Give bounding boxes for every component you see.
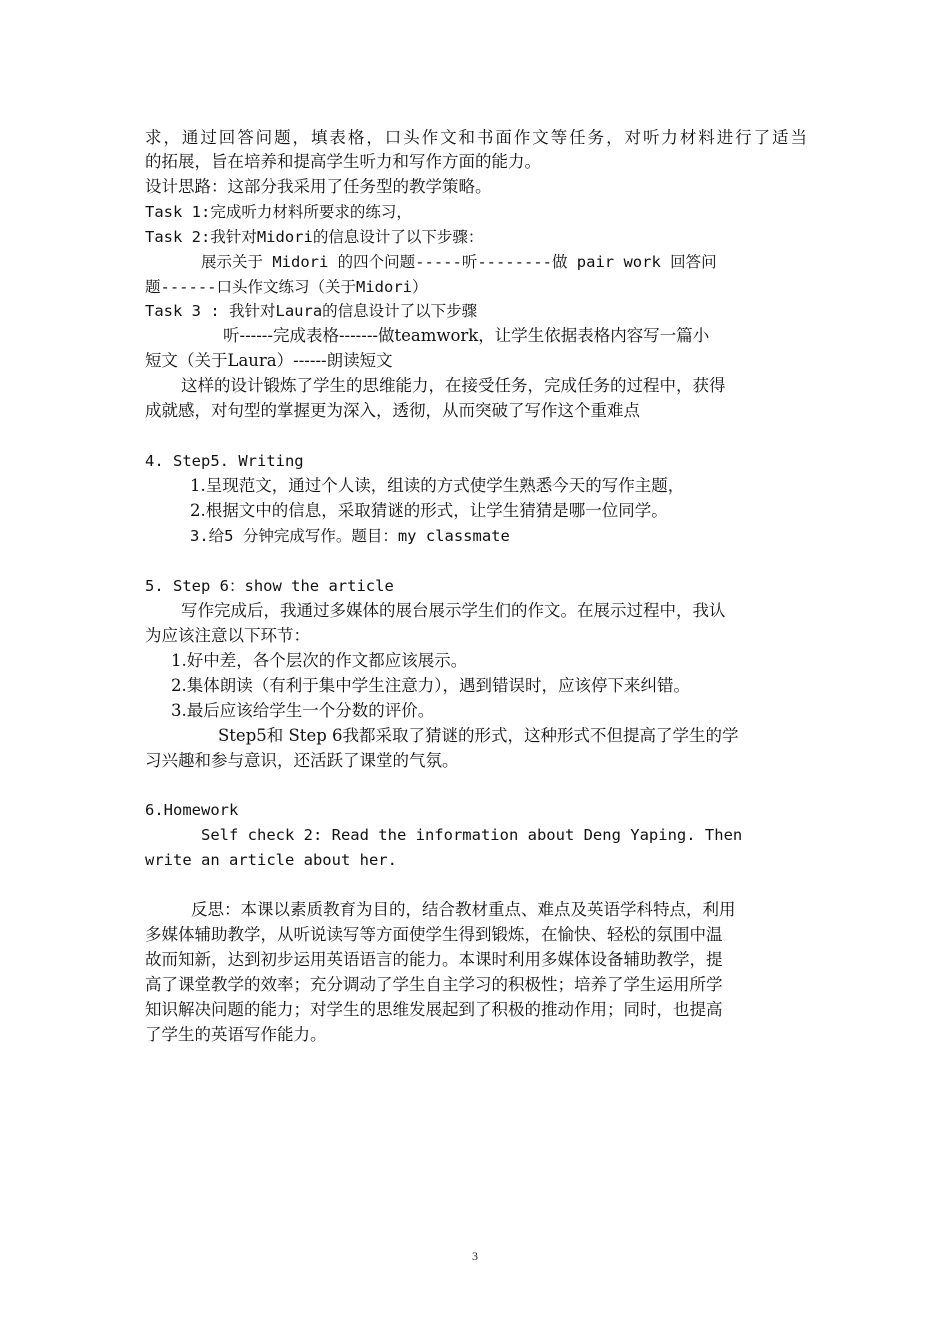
reflection-line-1: 反思：本课以素质教育为目的，结合教材重点、难点及英语学科特点，利用 (191, 900, 736, 919)
homework-line-1: Self check 2: Read the information about Deng Yaping. Then (201, 826, 743, 844)
step6-item-2: 2.集体朗读（有利于集中学生注意力），遇到错误时，应该停下来纠错。 (171, 676, 690, 695)
reflection-line-5: 知识解决问题的能力；对学生的思维发展起到了积极的推动作用；同时，也提高 (145, 1000, 723, 1019)
intro-line-2: 的拓展，旨在培养和提高学生听力和写作方面的能力。 (145, 152, 541, 171)
homework-heading: 6.Homework (145, 801, 239, 819)
summary-line-2: 成就感，对句型的掌握更为深入，透彻，从而突破了写作这个重难点 (145, 401, 640, 420)
task-2-steps-line-1: 展示关于 Midori 的四个问题-----听--------做 pair work 回答问 (201, 253, 717, 271)
step6-para-line-2: 为应该注意以下环节： (145, 626, 310, 645)
design-idea-line: 设计思路：这部分我采用了任务型的教学策略。 (145, 177, 492, 196)
step5-item-2: 2.根据文中的信息，采取猜谜的形式，让学生猜猜是哪一位同学。 (190, 501, 668, 520)
step6-note-line-1: Step5和 Step 6我都采取了猜谜的形式，这种形式不但提高了学生的学 (218, 726, 739, 745)
reflection-line-6: 了学生的英语写作能力。 (145, 1025, 327, 1044)
task-2-steps-line-2: 题------口头作文练习（关于Midori） (145, 278, 428, 296)
task-1-line: Task 1:完成听力材料所要求的练习， (145, 203, 412, 221)
summary-line-1: 这样的设计锻炼了学生的思维能力，在接受任务，完成任务的过程中，获得 (181, 376, 726, 395)
intro-line-1 (145, 126, 807, 150)
step6-item-1: 1.好中差，各个层次的作文都应该展示。 (171, 651, 468, 670)
step5-item-3: 3.给5 分钟完成写作。题目：my classmate (190, 527, 510, 545)
task-3-steps-line-2: 短文（关于Laura）------朗读短文 (145, 351, 393, 370)
homework-line-2: write an article about her. (145, 851, 397, 869)
step5-item-1: 1.呈现范文，通过个人读，组读的方式使学生熟悉今天的写作主题， (190, 476, 685, 495)
step6-item-3: 3.最后应该给学生一个分数的评价。 (171, 701, 435, 720)
task-3-line: Task 3 : 我针对Laura的信息设计了以下步骤 (145, 302, 478, 320)
task-2-line: Task 2:我针对Midori的信息设计了以下步骤： (145, 228, 484, 246)
page-number: 3 (472, 1249, 478, 1263)
reflection-line-3: 故而知新，达到初步运用英语语言的能力。本课时利用多媒体设备辅助教学，提 (145, 950, 723, 969)
step5-heading: 4. Step5. Writing (145, 452, 304, 470)
reflection-line-2: 多媒体辅助教学，从听说读写等方面使学生得到锻炼，在愉快、轻松的氛围中温 (145, 925, 723, 944)
task-3-steps-line-1: 听------完成表格-------做teamwork，让学生依据表格内容写一篇小 (223, 326, 710, 345)
step6-note-line-2: 习兴趣和参与意识，还活跃了课堂的气氛。 (145, 751, 459, 770)
intro-text-1: 求，通过回答问题，填表格，口头作文和书面作文等任务，对听力材料进行了适当 (145, 128, 807, 147)
step6-para-line-1: 写作完成后，我通过多媒体的展台展示学生们的作文。在展示过程中，我认 (181, 601, 726, 620)
reflection-line-4: 高了课堂教学的效率；充分调动了学生自主学习的积极性；培养了学生运用所学 (145, 975, 723, 994)
step6-heading: 5. Step 6：show the article (145, 577, 394, 595)
